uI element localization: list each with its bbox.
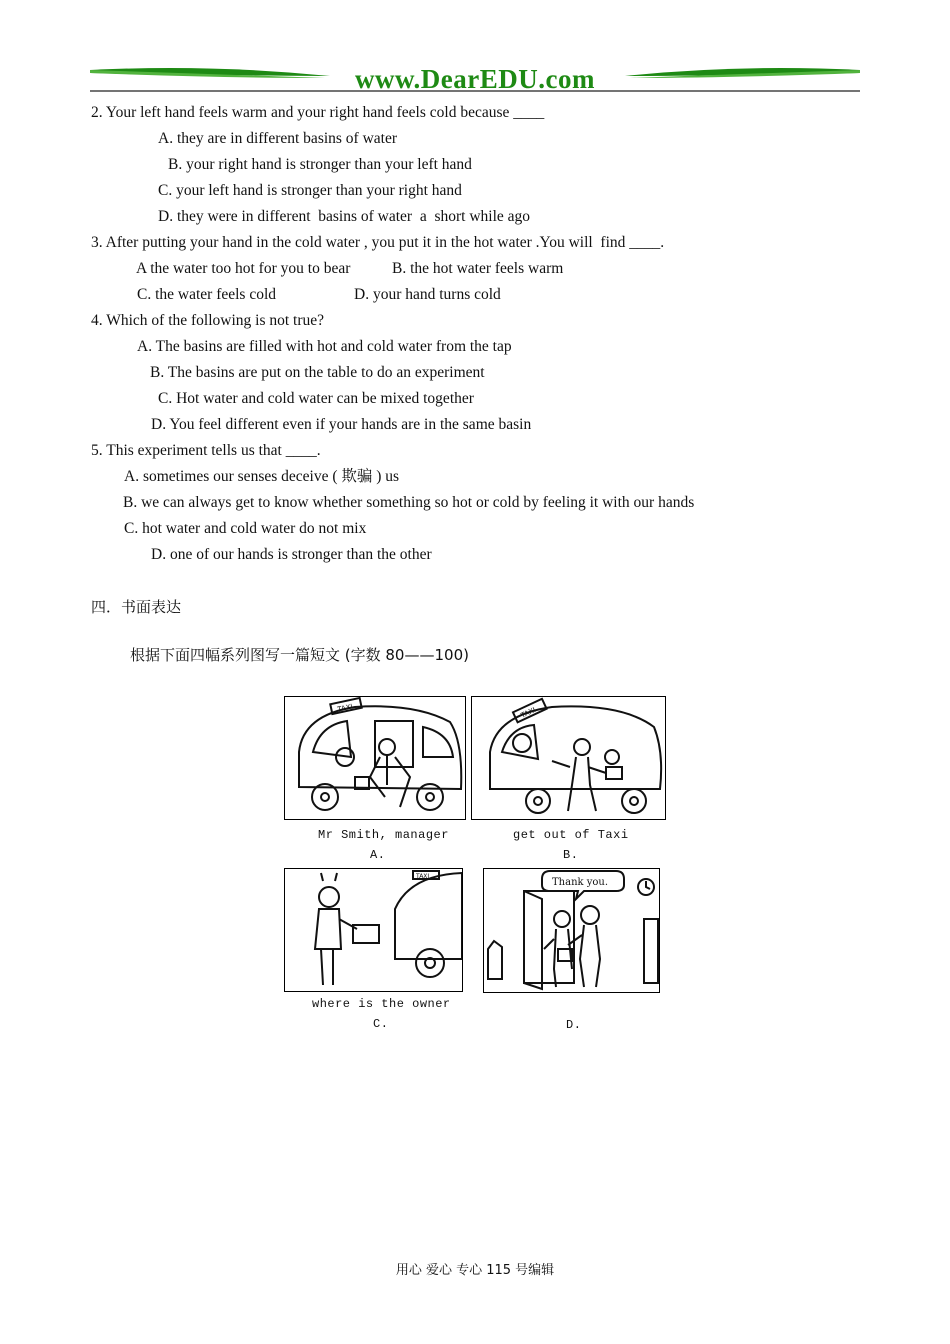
question-5-option-b: B. we can always get to know whether something so hot or cold by feeling it with our hands: [123, 494, 695, 511]
taxi-scene-a-icon: [285, 697, 465, 819]
svg-text:TAXI: TAXI: [336, 702, 354, 714]
question-4-option-a: A. The basins are filled with hot and cold water from the tap: [137, 338, 512, 355]
question-2-option-b: B. your right hand is stronger than your left hand: [168, 156, 472, 173]
picture-d: [483, 868, 660, 993]
picture-a: [284, 696, 466, 820]
header-banner: [90, 62, 860, 94]
svg-text:Thank you.: Thank you.: [552, 877, 609, 888]
question-2-stem: 2. Your left hand feels warm and your right hand feels cold because ____: [91, 104, 545, 121]
picture-c-caption: where is the owner: [312, 997, 451, 1011]
svg-text:TAXI: TAXI: [416, 873, 430, 880]
question-3-option-a: A the water too hot for you to bear: [136, 260, 351, 277]
question-2-option-c: C. your left hand is stronger than your right hand: [158, 182, 462, 199]
question-4-option-b: B. The basins are put on the table to do an experiment: [150, 364, 485, 381]
picture-b-letter: B.: [563, 848, 579, 862]
question-2-option-d: D. they were in different basins of water a short while ago: [158, 208, 531, 225]
question-5-option-a: A. sometimes our senses deceive ( 欺骗 ) us: [124, 468, 400, 485]
office-scene-d-icon: [484, 869, 659, 992]
picture-c-letter: C.: [373, 1017, 389, 1031]
picture-a-caption: Mr Smith, manager: [318, 828, 449, 842]
question-3-option-d: D. your hand turns cold: [354, 286, 501, 303]
taxi-scene-b-icon: [472, 697, 665, 819]
question-5-option-d: D. one of our hands is stronger than the other: [151, 546, 432, 563]
question-5-option-c: C. hot water and cold water do not mix: [124, 520, 367, 537]
picture-a-letter: A.: [370, 848, 386, 862]
picture-b-caption: get out of Taxi: [513, 828, 629, 842]
taxi-scene-c-icon: [285, 869, 462, 991]
question-4-option-c: C. Hot water and cold water can be mixed together: [158, 390, 474, 407]
question-3-option-c: C. the water feels cold: [137, 286, 277, 303]
question-4-stem: 4. Which of the following is not true?: [91, 312, 325, 329]
question-4-option-d: D. You feel different even if your hands are in the same basin: [151, 416, 532, 433]
question-3-option-b: B. the hot water feels warm: [392, 260, 564, 277]
question-5-stem: 5. This experiment tells us that ____.: [91, 442, 321, 459]
picture-b: [471, 696, 666, 820]
svg-text:TAXI: TAXI: [519, 706, 537, 720]
section-instruction: 根据下面四幅系列图写一篇短文 (字数 80——100): [130, 646, 469, 664]
section-title: 四．书面表达: [91, 598, 182, 616]
site-logo[interactable]: www.DearEDU.com: [355, 64, 595, 94]
picture-d-letter: D.: [566, 1018, 582, 1032]
picture-c: [284, 868, 463, 992]
question-2-option-a: A. they are in different basins of water: [158, 130, 398, 147]
question-3-stem: 3. After putting your hand in the cold water , you put it in the hot water .You will find ____.: [91, 234, 665, 251]
page-footer: 用心 爱心 专心 115 号编辑: [395, 1263, 555, 1278]
